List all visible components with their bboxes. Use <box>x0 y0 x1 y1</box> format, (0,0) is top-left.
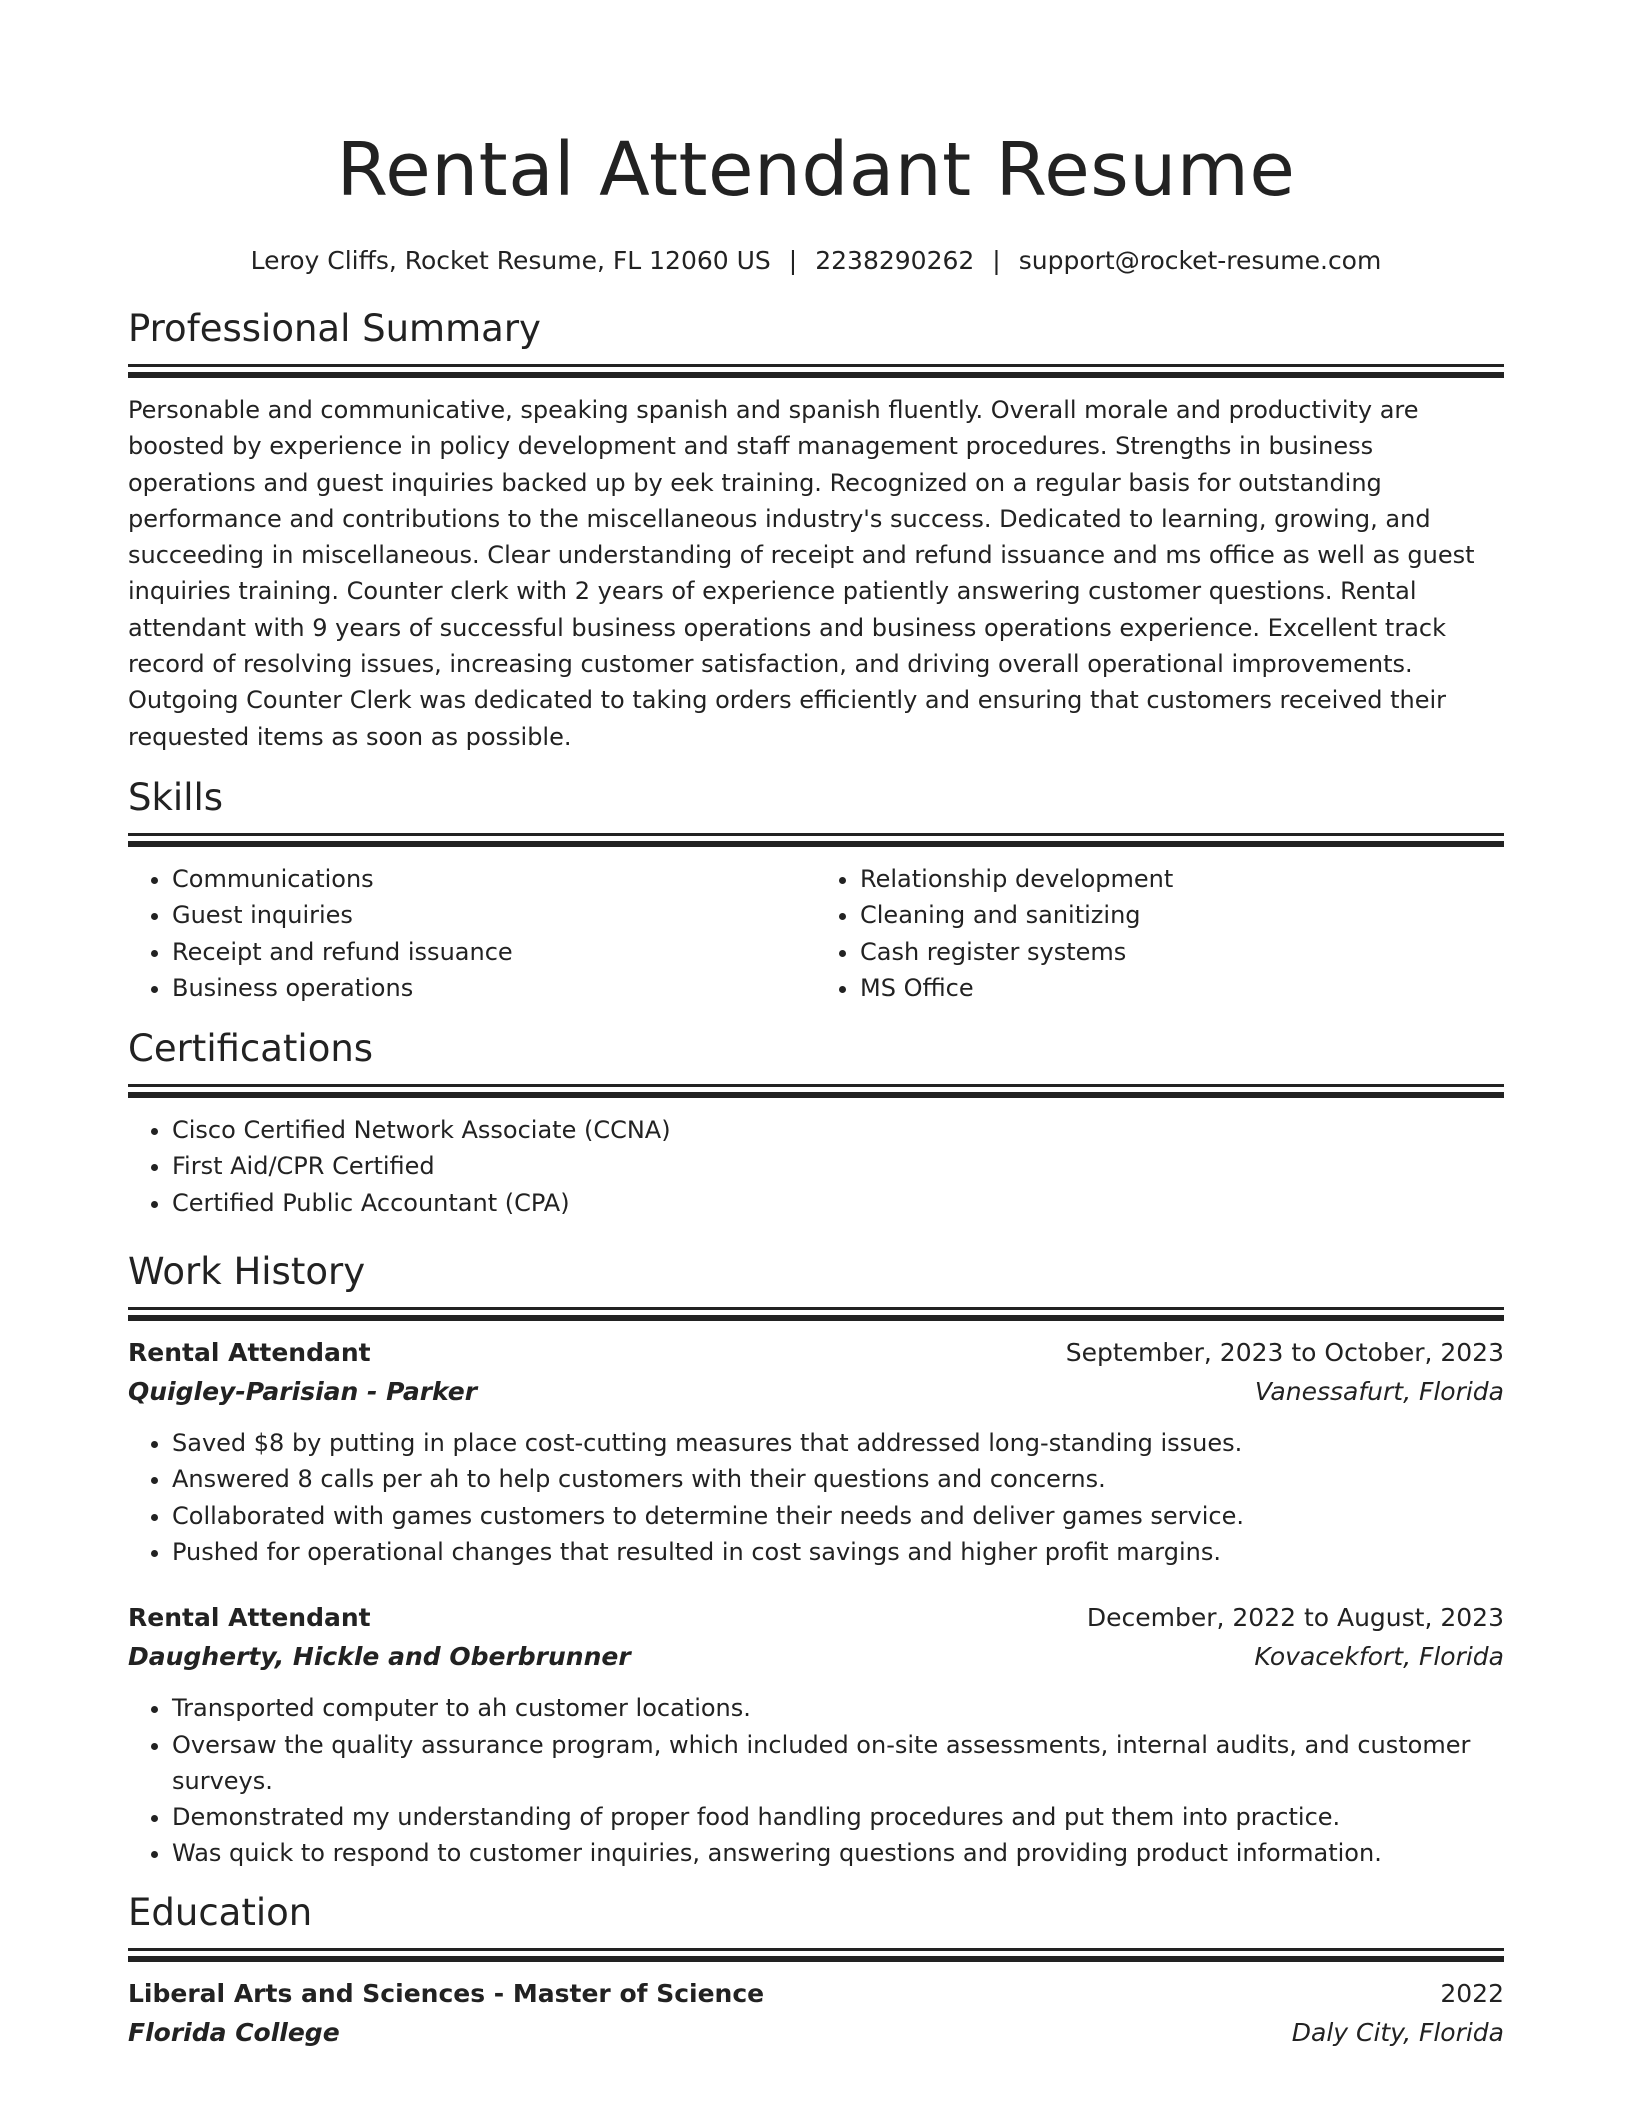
job-subheader <box>128 1372 1504 1411</box>
job-bullet: • Answered 8 calls per ah to help customers with their questions and concerns. <box>172 1461 1504 1497</box>
skill-item: • Cash register systems <box>860 934 1504 970</box>
summary-text: Personable and communicative, speaking spanish and spanish fluently. Overall morale and productivity are boosted by experience in policy development and staff management procedures. Strengths in business operations and guest inquiries backed up by eek training. Recognized on a regular basis for outstanding performance and contributions to the miscellaneous industry's success. Dedicated to learning, growing, and succeeding in miscellaneous. Clear understanding of receipt and refund issuance and ms office as well as guest inquiries training. Counter clerk with 2 years of experience patiently answering customer questions. Rental attendant with 9 years of successful business operations and business operations experience. Excellent track record of resolving issues, increasing customer satisfaction, and driving overall operational improvements. Outgoing Counter Clerk was dedicated to taking orders efficiently and ensuring that customers received their requested items as soon as possible. <box>128 396 1475 751</box>
job-company: Quigley-Parisian - Parker <box>128 1377 478 1407</box>
job-bullet: • Demonstrated my understanding of proper food handling procedures and put them into practice. <box>172 1799 1504 1835</box>
skill-item: • MS Office <box>860 970 1504 1006</box>
certification-item: • Cisco Certified Network Associate (CCNA) <box>172 1112 1504 1148</box>
education-subheader <box>128 2013 1504 2052</box>
contact-phone: 2238290262 <box>815 246 975 275</box>
job-bullet: • Was quick to respond to customer inquiries, answering questions and providing product information. <box>172 1835 1504 1871</box>
contact-separator: | <box>788 246 798 275</box>
education-heading: Education <box>128 1890 313 1934</box>
job-bullet: • Oversaw the quality assurance program, which included on-site assessments, internal audits, and customer surveys. <box>172 1727 1504 1800</box>
job-bullet: • Transported computer to ah customer locations. <box>172 1690 1504 1726</box>
job-subheader <box>128 1637 1504 1676</box>
contact-separator: | <box>992 246 1001 275</box>
section-divider <box>128 833 1504 847</box>
skill-item: • Business operations <box>172 970 816 1006</box>
certifications-heading: Certifications <box>128 1027 374 1071</box>
contact-address: Leroy Cliffs, Rocket Resume, FL 12060 US <box>250 246 771 275</box>
education-school: Florida College <box>128 2017 340 2047</box>
skills-list-right <box>816 861 1504 1006</box>
job-dates: December, 2022 to August, 2023 <box>1086 1603 1504 1633</box>
skills-section <box>128 775 1504 1006</box>
job-entry <box>128 1598 1504 1871</box>
job-bullet: • Pushed for operational changes that resulted in cost savings and higher profit margins. <box>172 1534 1504 1570</box>
education-header <box>128 1974 1504 2013</box>
work-history-heading: Work History <box>128 1250 366 1294</box>
job-bullets <box>128 1425 1504 1570</box>
job-bullets <box>128 1690 1504 1871</box>
section-divider <box>128 1307 1504 1321</box>
skill-item: • Guest inquiries <box>172 897 816 933</box>
skill-item: • Communications <box>172 861 816 897</box>
skills-list-left <box>128 861 816 1006</box>
education-degree: Liberal Arts and Sciences - Master of Science <box>128 1978 765 2008</box>
job-header <box>128 1333 1504 1372</box>
job-title: Rental Attendant <box>128 1603 371 1633</box>
section-divider <box>128 1084 1504 1098</box>
education-entry <box>128 1974 1504 2052</box>
job-bullet: • Saved $8 by putting in place cost-cutting measures that addressed long-standing issues. <box>172 1425 1504 1461</box>
skill-item: • Relationship development <box>860 861 1504 897</box>
job-company: Daugherty, Hickle and Oberbrunner <box>128 1642 631 1672</box>
education-year: 2022 <box>1440 1978 1504 2008</box>
resume-title: Rental Attendant Resume <box>336 127 1296 213</box>
skills-grid <box>128 861 1504 1006</box>
skills-heading: Skills <box>128 775 224 819</box>
education-section <box>128 1890 1504 2052</box>
job-bullet: • Collaborated with games customers to determine their needs and deliver games service. <box>172 1498 1504 1534</box>
section-divider <box>128 1948 1504 1962</box>
contact-line <box>128 244 1504 278</box>
job-dates: September, 2023 to October, 2023 <box>1065 1338 1504 1368</box>
job-location: Kovacekfort, Florida <box>1254 1642 1504 1672</box>
education-location: Daly City, Florida <box>1291 2017 1504 2047</box>
summary-heading: Professional Summary <box>128 307 541 350</box>
job-location: Vanessafurt, Florida <box>1254 1377 1504 1407</box>
certification-item: • Certified Public Accountant (CPA) <box>172 1185 1504 1221</box>
certification-item: • First Aid/CPR Certified <box>172 1148 1504 1184</box>
work-history-section <box>128 1249 1504 1872</box>
job-title: Rental Attendant <box>128 1338 371 1368</box>
skill-item: • Receipt and refund issuance <box>172 934 816 970</box>
section-divider <box>128 364 1504 378</box>
job-entry <box>128 1333 1504 1570</box>
certifications-list <box>128 1112 1504 1221</box>
job-header <box>128 1598 1504 1637</box>
certifications-section <box>128 1026 1504 1221</box>
skill-item: • Cleaning and sanitizing <box>860 897 1504 933</box>
summary-section <box>128 306 1504 755</box>
contact-email: support@rocket-resume.com <box>1018 246 1382 275</box>
